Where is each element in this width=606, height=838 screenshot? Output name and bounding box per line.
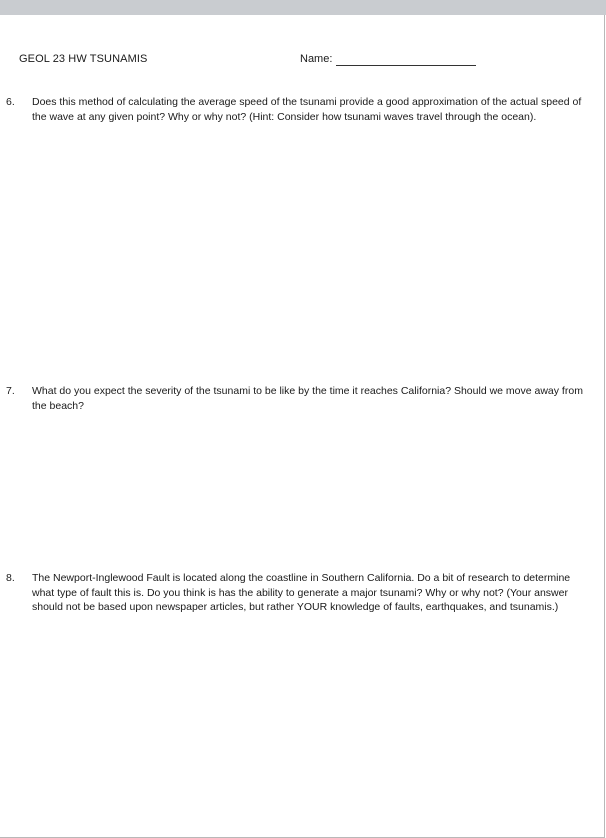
question-6 [6,95,584,124]
question-number: 6. [6,96,15,108]
name-blank-line [336,65,476,66]
question-text: Does this method of calculating the average speed of the tsunami provide a good approximation of the actual speed of the wave at any given point? Why or why not? (Hint: Consider how tsunami waves travel through the ocean). [32,96,582,123]
question-number: 8. [6,572,15,584]
document-page [0,15,605,838]
question-8 [6,571,584,615]
question-number: 7. [6,385,15,397]
name-label: Name: [300,53,333,65]
question-7 [6,384,584,413]
question-text: What do you expect the severity of the tsunami to be like by the time it reaches California? Should we move away from the beach? [32,385,583,412]
viewer-toolbar [0,0,606,15]
question-text: The Newport-Inglewood Fault is located along the coastline in Southern California. Do a bit of research to determine what type of fault this is. Do you think is has the ability to generate a major tsunami? Why or why not? (Your answer should not be based upon newspaper articles, but rather YOUR knowledge of faults, earthquakes, and tsunamis.) [32,572,571,613]
document-title: GEOL 23 HW TSUNAMIS [19,53,148,65]
